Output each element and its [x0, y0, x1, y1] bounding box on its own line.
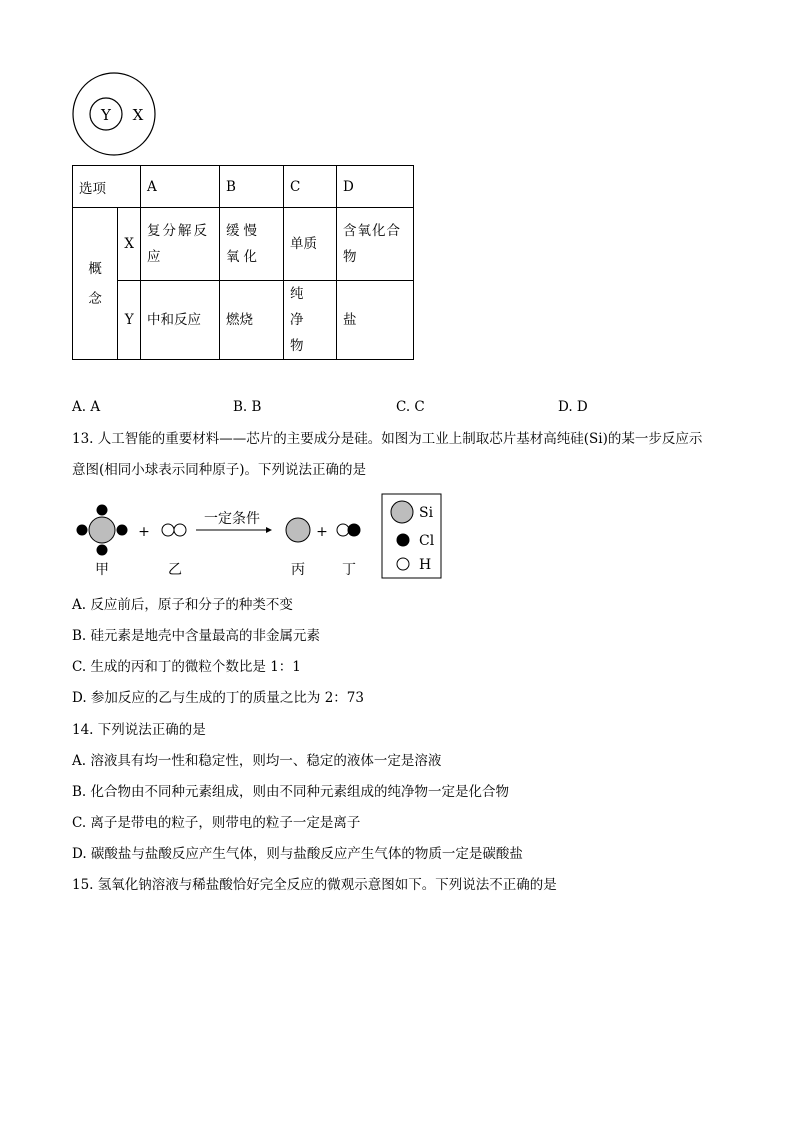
cell-text: 燃烧 — [226, 312, 253, 328]
header-label: A — [147, 178, 157, 195]
header-label: 选项 — [79, 180, 106, 197]
table-cell — [284, 281, 337, 360]
legend-cl-label: Cl — [419, 533, 435, 549]
option-d[interactable]: D. D — [558, 399, 588, 415]
label-bing: 丙 — [291, 562, 305, 578]
concept-label: 概念 — [88, 260, 102, 307]
plus-sign: + — [316, 524, 328, 540]
option-c[interactable]: C. C — [396, 399, 425, 415]
table-row-y — [73, 281, 414, 360]
row-key — [118, 208, 141, 281]
q14-option-a[interactable]: A. 溶液具有均一性和稳定性，则均一、稳定的液体一定是溶液 — [72, 753, 442, 769]
table-cell — [141, 208, 220, 281]
q14-option-d[interactable]: D. 碳酸盐与盐酸反应产生气体，则与盐酸反应产生气体的物质一定是碳酸盐 — [72, 846, 523, 862]
label-jia: 甲 — [95, 562, 109, 578]
row-key — [118, 281, 141, 360]
table-header-row — [73, 166, 414, 208]
cell-text: 含氧化合物 — [343, 223, 401, 265]
q15-stem: 15. 氢氧化钠溶液与稀盐酸恰好完全反应的微观示意图如下。下列说法不正确的是 — [72, 877, 557, 893]
header-cell — [220, 166, 284, 208]
header-cell — [337, 166, 414, 208]
cell-text: 盐 — [343, 312, 357, 328]
venn-diagram — [70, 72, 162, 156]
reaction-diagram — [72, 492, 444, 582]
header-cell — [284, 166, 337, 208]
q13-option-d[interactable]: D. 参加反应的乙与生成的丁的质量之比为 2：73 — [72, 690, 364, 706]
cell-text: 复分解反应 — [147, 223, 209, 265]
concept-table — [72, 165, 414, 360]
q14-stem: 14. 下列说法正确的是 — [72, 722, 206, 738]
table-cell — [284, 208, 337, 281]
cell-text: 缓慢氧化 — [226, 223, 261, 265]
q14-option-b[interactable]: B. 化合物由不同种元素组成，则由不同种元素组成的纯净物一定是化合物 — [72, 784, 510, 800]
label-ding: 丁 — [342, 562, 356, 578]
row-key-label: Y — [124, 312, 134, 328]
header-label: B — [226, 178, 236, 195]
q13-option-c[interactable]: C. 生成的丙和丁的微粒个数比是 1：1 — [72, 659, 301, 675]
legend-si-label: Si — [419, 505, 434, 521]
molecule-jia — [77, 505, 128, 556]
header-label: C — [290, 178, 301, 195]
header-cell — [73, 166, 141, 208]
venn-label-x: X — [132, 106, 144, 124]
cell-text: 单质 — [290, 236, 317, 252]
venn-label-y: Y — [101, 106, 111, 124]
label-yi: 乙 — [168, 562, 182, 578]
table-cell — [220, 208, 284, 281]
header-label: D — [343, 178, 354, 195]
legend-h-label: H — [419, 557, 432, 573]
reaction-condition: 一定条件 — [204, 511, 260, 527]
reaction-arrow — [196, 527, 272, 533]
cell-text: 纯净物 — [290, 286, 312, 354]
q14-option-c[interactable]: C. 离子是带电的粒子，则带电的粒子一定是离子 — [72, 815, 361, 831]
option-a[interactable]: A. A — [72, 399, 101, 415]
option-b[interactable]: B. B — [233, 399, 262, 415]
table-cell — [337, 208, 414, 281]
header-cell — [141, 166, 220, 208]
concept-cell — [73, 208, 118, 360]
q13-stem-line2: 意图(相同小球表示同种原子)。下列说法正确的是 — [72, 462, 367, 478]
q13-stem-line1: 13. 人工智能的重要材料——芯片的主要成分是硅。如图为工业上制取芯片基材高纯硅(Si)的某一步反应示 — [72, 431, 703, 447]
molecule-yi — [162, 524, 186, 536]
row-key-label: X — [124, 236, 134, 252]
q13-option-a[interactable]: A. 反应前后，原子和分子的种类不变 — [72, 597, 293, 613]
table-cell — [220, 281, 284, 360]
legend-si-icon — [391, 501, 413, 523]
plus-sign: + — [138, 524, 150, 540]
molecule-ding — [337, 524, 361, 537]
q13-option-b[interactable]: B. 硅元素是地壳中含量最高的非金属元素 — [72, 628, 321, 644]
table-row-x — [73, 208, 414, 281]
legend-h-icon — [397, 558, 409, 570]
legend-cl-icon — [397, 534, 410, 547]
cell-text: 中和反应 — [147, 312, 201, 328]
atom-legend — [382, 494, 441, 578]
table-cell — [141, 281, 220, 360]
molecule-bing — [286, 518, 310, 542]
table-cell — [337, 281, 414, 360]
